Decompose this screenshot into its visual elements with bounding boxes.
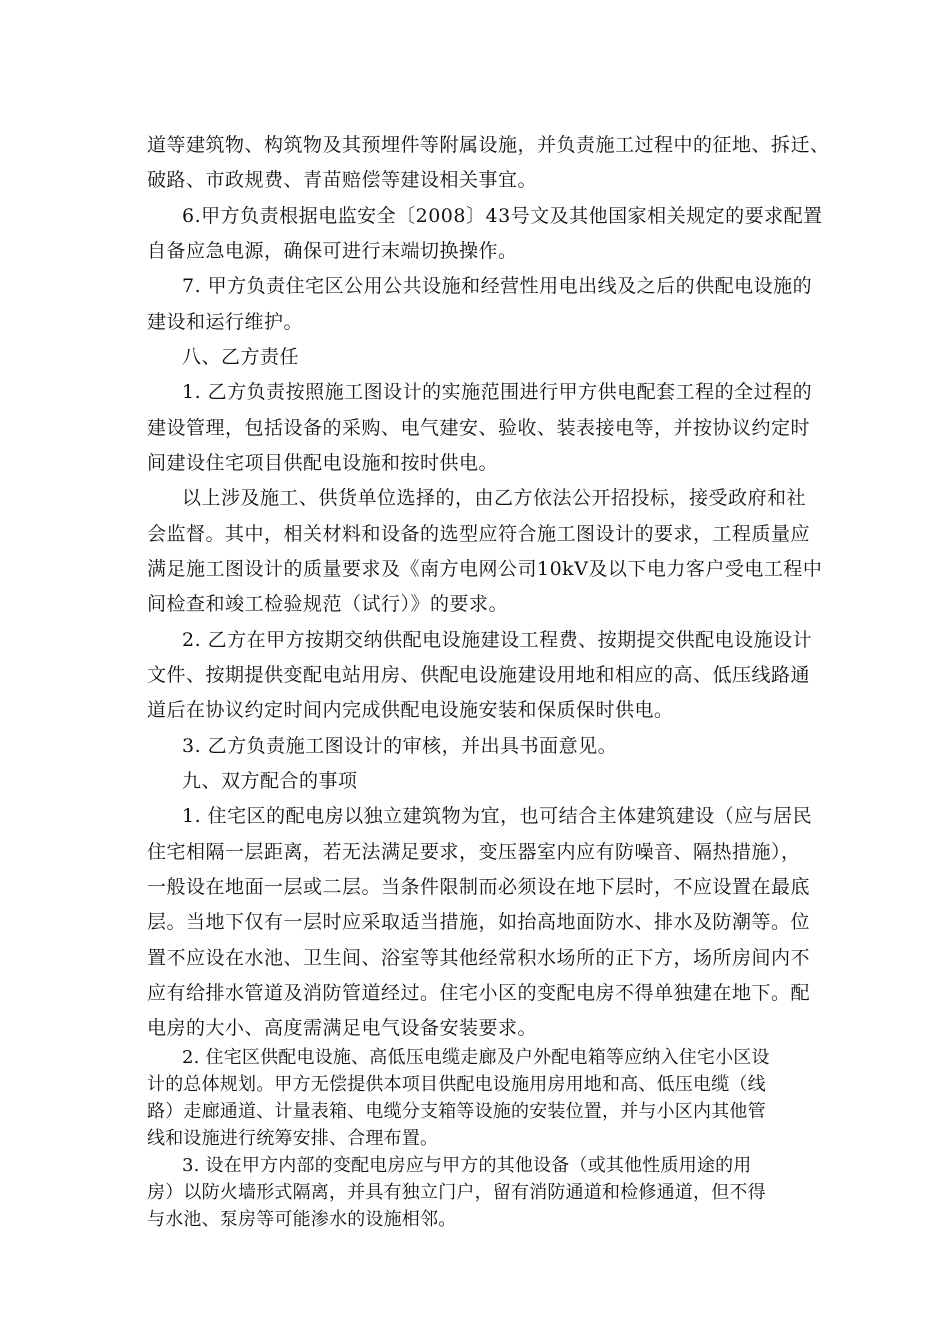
text-line: 满足施工图设计的质量要求及《南方电网公司10kV及以下电力客户受电工程中 [147, 558, 823, 580]
text-line: 路）走廊通道、计量表箱、电缆分支箱等设施的安装位置，并与小区内其他管 [147, 1101, 766, 1122]
text-line: 应有给排水管道及消防管道经过。住宅小区的变配电房不得单独建在地下。配 [147, 982, 811, 1004]
text-line: 住宅相隔一层距离，若无法满足要求，变压器室内应有防噪音、隔热措施）， [147, 841, 801, 863]
text-line: 建设和运行维护。 [147, 311, 304, 333]
text-line: 层。当地下仅有一层时应采取适当措施，如抬高地面防水、排水及防潮等。位 [147, 911, 811, 933]
text-line: 房）以防火墙形式隔离，并具有独立门户，留有消防通道和检修通道，但不得 [147, 1182, 766, 1203]
text-line: 文件、按期提供变配电站用房、供配电设施建设用地和相应的高、低压线路通 [147, 664, 811, 686]
text-line: 破路、市政规费、青苗赔偿等建设相关事宜。 [147, 169, 538, 191]
text-line: 3. 设在甲方内部的变配电房应与甲方的其他设备（或其他性质用途的用 [182, 1155, 752, 1176]
text-line: 电房的大小、高度需满足电气设备安装要求。 [147, 1017, 538, 1039]
text-line: 计的总体规划。甲方无偿提供本项目供配电设施用房用地和高、低压电缆（线 [147, 1074, 766, 1095]
text-line: 3. 乙方负责施工图设计的审核，并出具书面意见。 [182, 735, 618, 757]
text-line: 间建设住宅项目供配电设施和按时供电。 [147, 452, 499, 474]
text-line: 道等建筑物、构筑物及其预埋件等附属设施，并负责施工过程中的征地、拆迁、 [147, 134, 830, 156]
text-line: 7. 甲方负责住宅区公用公共设施和经营性用电出线及之后的供配电设施的 [182, 275, 813, 297]
text-line: 一般设在地面一层或二层。当条件限制而必须设在地下层时，不应设置在最底 [147, 876, 811, 898]
text-line: 建设管理，包括设备的采购、电气建安、验收、装表接电等，并按协议约定时 [147, 417, 811, 439]
text-line: 线和设施进行统筹安排、合理布置。 [147, 1128, 439, 1149]
text-line: 1. 乙方负责按照施工图设计的实施范围进行甲方供电配套工程的全过程的 [182, 381, 813, 403]
text-line: 6.甲方负责根据电监安全〔2008〕43号文及其他国家相关规定的要求配置 [182, 205, 823, 227]
text-line: 2. 乙方在甲方按期交纳供配电设施建设工程费、按期提交供配电设施设计 [182, 629, 813, 651]
text-line: 会监督。其中，相关材料和设备的选型应符合施工图设计的要求，工程质量应 [147, 523, 811, 545]
section-heading: 九、双方配合的事项 [182, 770, 358, 792]
text-line: 与水池、泵房等可能渗水的设施相邻。 [147, 1209, 457, 1230]
text-line: 置不应设在水池、卫生间、浴室等其他经常积水场所的正下方，场所房间内不 [147, 947, 811, 969]
text-line: 间检查和竣工检验规范（试行）》的要求。 [147, 593, 509, 615]
section-heading: 八、乙方责任 [182, 346, 300, 368]
text-line: 1. 住宅区的配电房以独立建筑物为宜，也可结合主体建筑建设（应与居民 [182, 805, 813, 827]
text-line: 以上涉及施工、供货单位选择的，由乙方依法公开招投标，接受政府和社 [182, 487, 807, 509]
text-line: 自备应急电源，确保可进行末端切换操作。 [147, 240, 518, 262]
text-line: 道后在协议约定时间内完成供配电设施安装和保质保时供电。 [147, 699, 674, 721]
text-line: 2. 住宅区供配电设施、高低压电缆走廊及户外配电箱等应纳入住宅小区设 [182, 1047, 770, 1068]
